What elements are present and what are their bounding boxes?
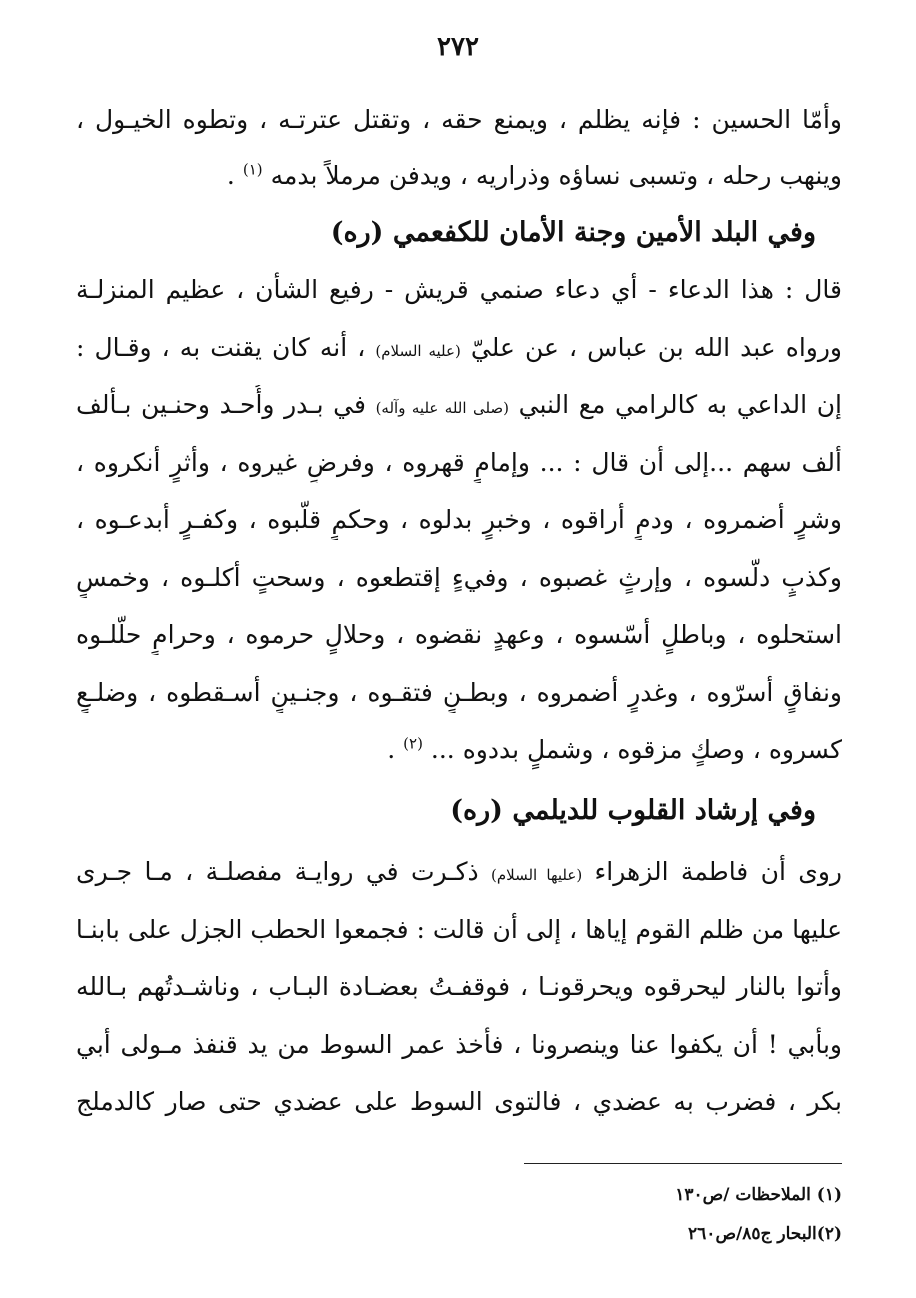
body-line xyxy=(76,730,842,770)
line-text: ، أنه كان يقنت به ، وقـال : xyxy=(76,333,376,362)
line-text: ذكـرت في روايـة مفصلـة ، مـا جـرى xyxy=(76,857,492,886)
honorific: (عليه السلام) xyxy=(375,342,461,360)
body-line: استحلوه ، وباطلٍ أسّسوه ، وعهدٍ نقضوه ، وحلالٍ حرموه ، وحرامٍ حلّلـوه xyxy=(76,620,842,649)
line-text: كسروه ، وصكٍ مزقوه ، وشملٍ بددوه ... xyxy=(430,735,842,764)
page-number: ٢٧٢ xyxy=(437,32,479,62)
honorific: (صلى الله عليه وآله) xyxy=(375,399,510,417)
footnote-ref: (١) xyxy=(242,160,263,179)
line-text: إن الداعي به كالرامي مع النبي xyxy=(509,390,842,419)
line-text: ورواه عبد الله بن عباس ، عن عليّ xyxy=(460,333,842,362)
line-end: . xyxy=(387,735,404,764)
footnote-number: (١) xyxy=(816,1185,842,1205)
footnote-ref: (٢) xyxy=(403,734,423,753)
body-line: قال : هذا الدعاء - أي دعاء صنمي قريش - رفيع الشأن ، عظيم المنزلـة xyxy=(76,275,842,304)
section-heading: وفي البلد الأمين وجنة الأمان للكفعمي (ره) xyxy=(330,217,816,248)
body-line xyxy=(76,328,842,368)
body-line: ونفاقٍ أسرّوه ، وغدرٍ أضمروه ، وبطـنٍ فتقـوه ، وجنـينٍ أسـقطوه ، وضلـعٍ xyxy=(76,678,842,707)
line-text: روى أن فاطمة الزهراء xyxy=(582,857,842,886)
footnote xyxy=(500,1183,842,1207)
body-line: وأمّا الحسين : فإنه يظلم ، ويمنع حقه ، وتقتل عترتـه ، وتطوه الخيـول ، xyxy=(76,105,842,134)
line-text: وينهب رحله ، وتسبى نساؤه وذراريه ، ويدفن مرملاً بدمه xyxy=(270,161,842,190)
footnote-text: البحار ج٨٥/ص٢٦٠ xyxy=(688,1224,817,1244)
body-line xyxy=(76,852,842,892)
honorific: (عليها السلام) xyxy=(491,866,583,884)
body-line: بكر ، فضرب به عضدي ، فالتوى السوط على عضدي حتى صار كالدملج xyxy=(76,1087,842,1116)
footnote-number: (٢) xyxy=(816,1224,842,1244)
footnote xyxy=(500,1222,842,1246)
body-line xyxy=(76,385,842,425)
body-line: ألف سهم ...إلى أن قال : ... وإمامٍ قهروه ، وفرضٍ غيروه ، وأثرٍ أنكروه ، xyxy=(76,448,842,477)
section-heading: وفي إرشاد القلوب للديلمي (ره) xyxy=(450,795,816,826)
body-line: وكذبٍ دلّسوه ، وإرثٍ غصبوه ، وفيءٍ إقتطعوه ، وسحتٍ أكلـوه ، وخمسٍ xyxy=(76,563,842,592)
body-line: عليها من ظلم القوم إياها ، إلى أن قالت : فجمعوا الحطب الجزل على بابنـا xyxy=(76,915,842,944)
line-end: . xyxy=(226,161,243,190)
body-line: وشرٍ أضمروه ، ودمٍ أراقوه ، وخبرٍ بدلوه ، وحكمٍ قلّبوه ، وكفـرٍ أبدعـوه ، xyxy=(76,505,842,534)
line-text: في بـدر وأُحـد وحنـين بـألف xyxy=(76,390,376,419)
body-line: وبأبي ! أن يكفوا عنا وينصرونا ، فأخذ عمر السوط من يد قنفذ مـولى أبي xyxy=(76,1030,842,1059)
body-line: وأتوا بالنار ليحرقوه ويحرقونـا ، فوقفـتُ بعضـادة البـاب ، وناشـدتُهم بـالله xyxy=(76,972,842,1001)
footnote-divider xyxy=(524,1163,842,1164)
body-line xyxy=(76,156,842,196)
footnote-text: الملاحظات /ص١٣٠ xyxy=(675,1185,817,1205)
